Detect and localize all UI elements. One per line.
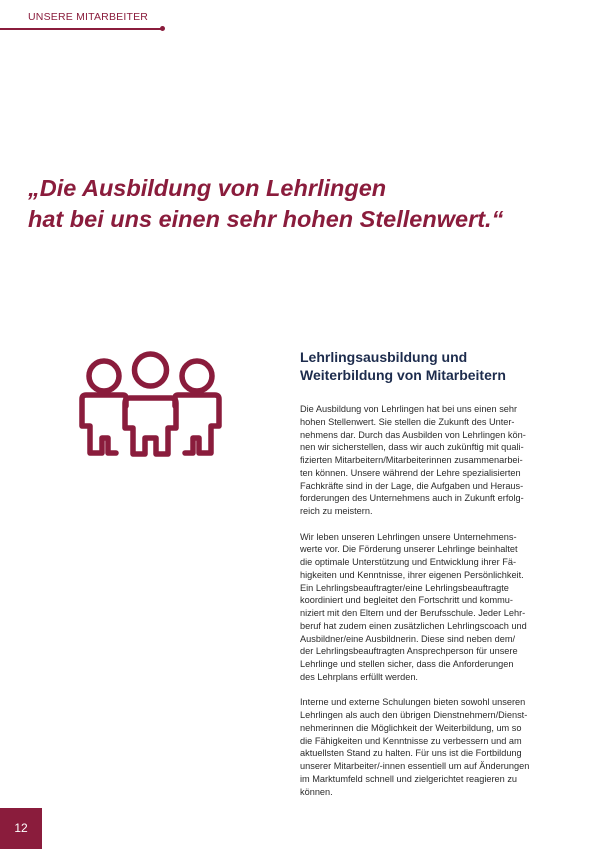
text-line: Lehrlingen als auch den übrigen Dienstnehmern/Dienst- <box>300 710 528 721</box>
text-line: aktuellsten Stand zu halten. Für uns ist die Fortbildung <box>300 748 522 759</box>
text-line: beruf hat zudem einen zusätzlichen Lehrlingscoach und <box>300 620 527 631</box>
text-line: ten können. Unsere während der Lehre spezialisierten <box>300 467 521 478</box>
text-line: Ein Lehrlingsbeauftragter/eine Lehrlingsbeauftragte <box>300 582 509 593</box>
text-line: nehmerinnen die Möglichkeit der Weiterbildung, um so <box>300 722 522 733</box>
article-heading-line: Weiterbildung von Mitarbeitern <box>300 367 506 383</box>
header-rule-dot <box>160 26 165 31</box>
page-number-box <box>0 808 42 849</box>
text-line: werte vor. Die Förderung unserer Lehrlinge beinhaltet <box>300 544 518 555</box>
paragraph <box>300 531 570 684</box>
text-line: Wir leben unseren Lehrlingen unsere Unternehmens- <box>300 531 517 542</box>
section-label: UNSERE MITARBEITER <box>28 11 149 23</box>
text-line: koordiniert und begleitet den Fortschritt und kommu- <box>300 595 513 606</box>
text-line: Interne und externe Schulungen bieten sowohl unseren <box>300 697 526 708</box>
text-line: Fachkräfte sind in der Lage, die Aufgaben und Heraus- <box>300 480 524 491</box>
article-heading-line: Lehrlingsausbildung und <box>300 349 468 365</box>
text-line: higkeiten und Kenntnisse, ihrer eigenen Persönlichkeit. <box>300 569 524 580</box>
text-line: der Lehrlingsbeauftragten Ansprechperson für unsere <box>300 646 518 657</box>
pull-quote <box>28 173 588 235</box>
text-line: nen wir sicherstellen, dass wir auch zukünftig mit quali- <box>300 442 524 453</box>
page-number: 12 <box>14 821 28 835</box>
text-line: des Lehrplans erfüllt werden. <box>300 671 418 682</box>
text-line: unserer Mitarbeiter/-innen essentiell um auf Änderungen <box>300 761 530 772</box>
paragraph <box>300 403 570 518</box>
header-rule <box>0 28 161 30</box>
text-line: im Marktumfeld schnell und zielgerichtet reagieren zu <box>300 773 518 784</box>
pull-quote-line: hat bei uns einen sehr hohen Stellenwert.“ <box>28 206 504 232</box>
text-line: Ausbildner/eine Ausbildnerin. Diese sind neben dem/ <box>300 633 516 644</box>
text-line: reich zu meistern. <box>300 506 373 516</box>
text-line: können. <box>300 786 333 797</box>
text-line: forderungen des Unternehmens auch in Zukunft erfolg- <box>300 493 524 504</box>
people-group-icon <box>78 350 223 458</box>
pull-quote-line: „Die Ausbildung von Lehrlingen <box>28 175 387 201</box>
text-line: Lehrlinge und stellen sicher, dass die Anforderungen <box>300 659 514 670</box>
text-line: fizierten Mitarbeitern/Mitarbeiterinnen zusammenarbei- <box>300 455 523 465</box>
text-line: die optimale Unterstützung und Entwicklung ihrer Fä- <box>300 557 517 568</box>
text-line: Die Ausbildung von Lehrlingen hat bei uns einen sehr <box>300 404 518 414</box>
text-line: nehmens dar. Durch das Ausbilden von Lehrlingen kön- <box>300 429 526 440</box>
article-body <box>300 403 570 811</box>
paragraph <box>300 696 570 798</box>
article-heading <box>300 348 570 384</box>
text-line: hohen Stellenwert. Sie stellen die Zukunft des Unter- <box>300 416 515 427</box>
text-line: niziert mit den Eltern und der Berufsschule. Jeder Lehr- <box>300 608 526 619</box>
text-line: die Fähigkeiten und Kenntnisse zu verbessern und am <box>300 735 522 746</box>
